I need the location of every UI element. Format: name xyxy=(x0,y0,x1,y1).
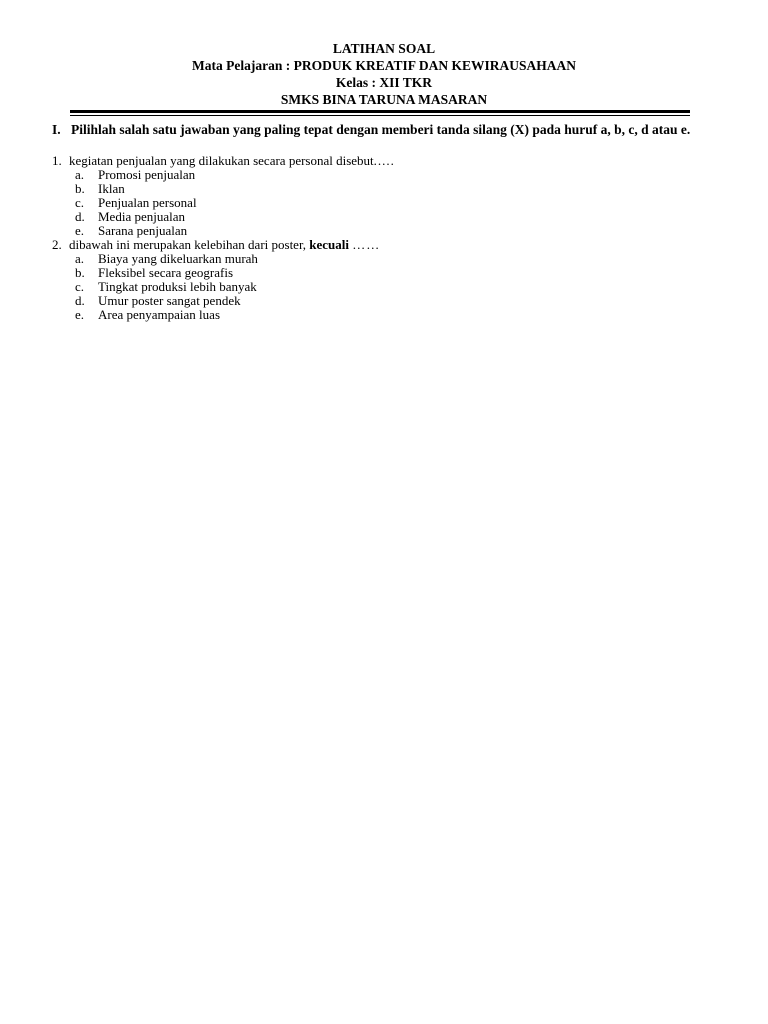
option-row xyxy=(52,252,712,266)
option-row xyxy=(52,280,712,294)
option-letter: c. xyxy=(75,195,85,210)
option-text: Media penjualan xyxy=(98,209,185,224)
question-text-wrapper xyxy=(69,154,395,168)
section-instruction-text: Pilihlah salah satu jawaban yang paling tepat dengan memberi tanda silang (X) pada huruf a, b, c, d atau e. xyxy=(71,122,691,137)
header-divider-thin xyxy=(70,115,690,116)
option-text: Promosi penjualan xyxy=(98,167,196,182)
option-text: Area penyampaian luas xyxy=(98,307,221,322)
option-letter: b. xyxy=(75,265,85,280)
option-row xyxy=(52,168,712,182)
option-row xyxy=(52,266,712,280)
option-letter: b. xyxy=(75,181,85,196)
option-letter: a. xyxy=(75,251,85,266)
option-row xyxy=(52,224,712,238)
option-row xyxy=(52,294,712,308)
option-text: Tingkat produksi lebih banyak xyxy=(98,279,257,294)
header-school: SMKS BINA TARUNA MASARAN xyxy=(280,92,488,107)
header-subject: Mata Pelajaran : PRODUK KREATIF DAN KEWIRAUSAHAAN xyxy=(192,58,576,73)
question-row xyxy=(52,238,712,252)
option-text: Fleksibel secara geografis xyxy=(98,265,234,280)
question-1 xyxy=(52,154,712,238)
header-title: LATIHAN SOAL xyxy=(332,41,436,56)
option-row xyxy=(52,210,712,224)
option-row xyxy=(52,308,712,322)
option-text: Biaya yang dikeluarkan murah xyxy=(98,251,258,266)
section-number: I. xyxy=(52,122,61,137)
question-emphasis: kecuali xyxy=(309,237,349,252)
option-text: Umur poster sangat pendek xyxy=(98,293,241,308)
option-letter: e. xyxy=(75,307,85,322)
option-text: Sarana penjualan xyxy=(98,223,188,238)
header-class: Kelas : XII TKR xyxy=(335,75,433,90)
question-number: 2. xyxy=(52,237,62,252)
header-divider-thick xyxy=(70,110,690,113)
question-row xyxy=(52,154,712,168)
option-text: Penjualan personal xyxy=(98,195,197,210)
question-2 xyxy=(52,238,712,322)
question-dots: …… xyxy=(352,237,381,252)
option-text: Iklan xyxy=(98,181,125,196)
option-letter: d. xyxy=(75,293,85,308)
option-letter: d. xyxy=(75,209,85,224)
option-letter: c. xyxy=(75,279,85,294)
section-instruction xyxy=(52,121,712,139)
option-row xyxy=(52,196,712,210)
question-text-wrapper xyxy=(69,238,380,252)
question-text: kegiatan penjualan yang dilakukan secara personal disebut xyxy=(69,153,374,168)
option-letter: e. xyxy=(75,223,85,238)
question-list xyxy=(52,154,712,322)
option-row xyxy=(52,182,712,196)
option-letter: a. xyxy=(75,167,85,182)
question-text: dibawah ini merupakan kelebihan dari poster, xyxy=(69,237,307,252)
question-number: 1. xyxy=(52,153,62,168)
document-header xyxy=(0,40,768,108)
question-dots: ..... xyxy=(373,153,395,168)
